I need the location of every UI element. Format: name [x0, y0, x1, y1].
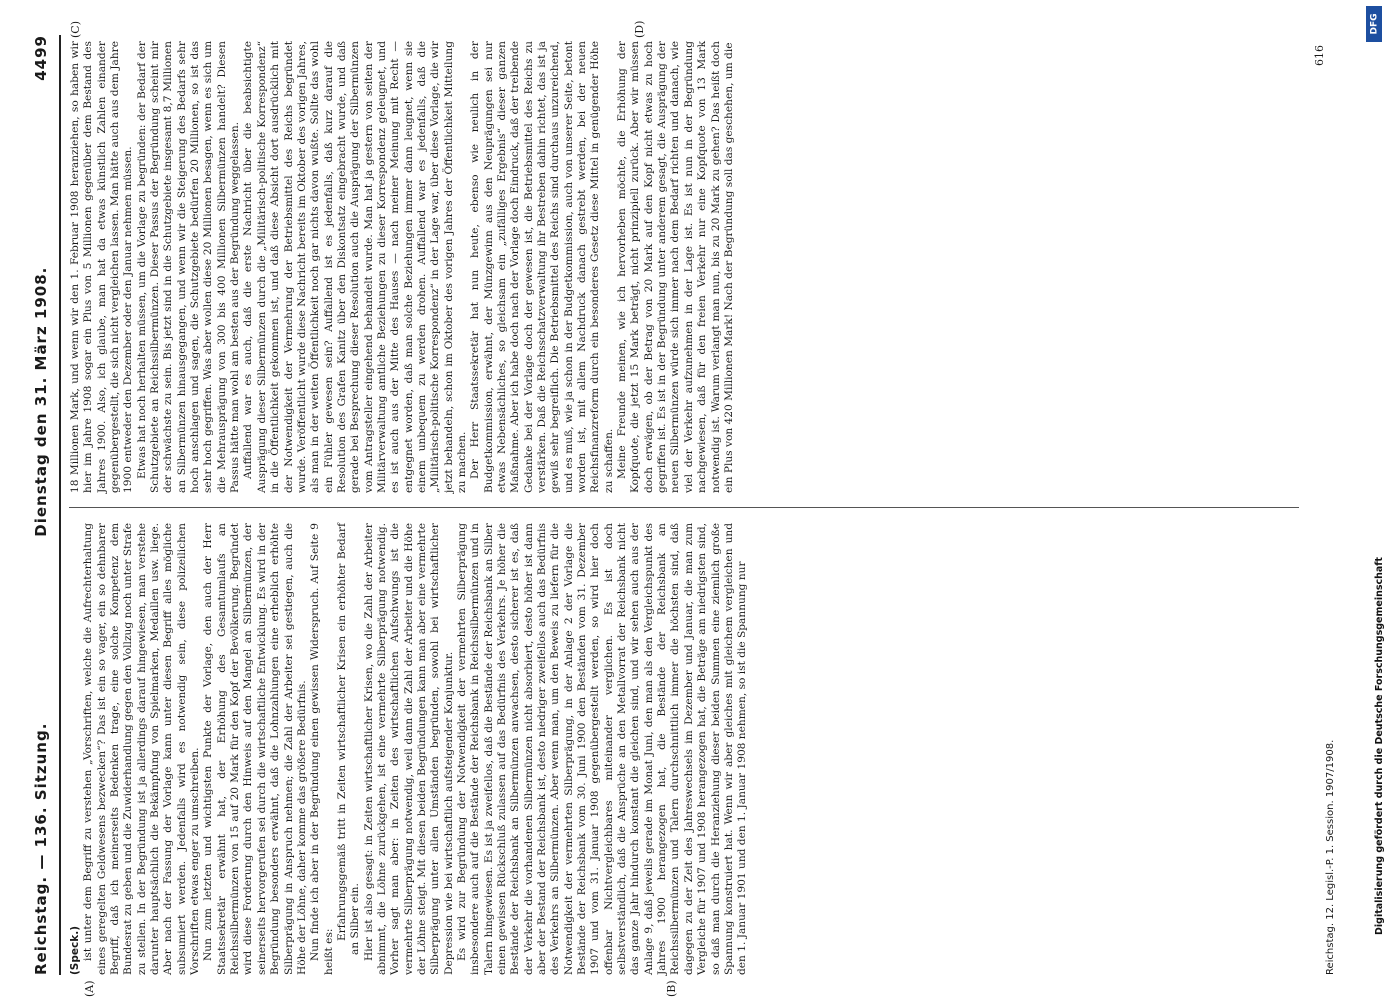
footer-left	[1325, 515, 1336, 975]
left-paragraph: Nun zum letzten und wichtigsten Punkte der Vorlage, den auch der Herr Staatssekretär erwähnt hat, der Erhöhung des Gesamtumlaufs an Reichssilbermünzen von 15 auf 20 Mark für den Kopf der Bevölkerung. Begründet wird diese Forderung durch den Hinweis auf den Mangel an Silbermünzen, der seinerseits hervorgerufen sei durch die wirtschaftliche Entwicklung. Es wird in der Begründung besonders erwähnt, daß die Lohnzahlungen eine erheblich erhöhte Silberprägung in Anspruch nehmen; die Zahl der Arbeiter sei gestiegen, auch die Höhe der Löhne, daher komme das größere Bedürfnis.	[202, 523, 308, 975]
column-divider	[69, 507, 1299, 508]
left-column	[69, 523, 1324, 975]
page-header	[25, 35, 57, 975]
right-paragraph: Etwas hat noch herhalten müssen, um die Vorlage zu begründen: der Bedarf der Schutzgebiete an Reichssilbermünzen. Dieser Passus der Begründung scheint mir der schwächste zu sein. Bis jetzt sind in die Schutzgebiete insgesamt 8,7 Millionen an Silbermünzen hinausgegangen, und wenn wir die Steigerung des Bedarfs sehr hoch anschlagen und sagen, die Schutzgebiete bedürfen 20 Millionen, so ist das sehr hoch gegriffen. Was aber wollen diese 20 Millionen besagen, wenn es sich um die Mehrausprägung von 300 bis 400 Millionen Silbermünzen handelt? Diesen Passus hätte man wohl am besten aus der Begründung weggelassen.	[135, 41, 242, 493]
left-paragraph: ist unter dem Begriff zu verstehen „Vorschriften, welche die Aufrechterhaltung eines geregelten Geldwesens bezwecken“? Das ist ein so vager, ein so dehnbarer Begriff, daß ich meinerseits Bedenken trage, eine solche Kompetenz dem Bundesrat zu geben und die Zuwiderhandlung gegen den Vollzug noch unter Strafe zu stellen. In der Begründung ist ja allerdings darauf hingewiesen, man verstehe darunter hauptsächlich die Bekämpfung von Spielmarken, Medaillen usw. liege. Aber nach der Fassung der Vorlage kann unter diesen Begriff alles mögliche subsumiert werden. Jedenfalls wird es notwendig sein, diese polizeilichen Vorschriften etwas enger zu umschreiben.	[82, 523, 202, 975]
left-paragraph: Erfahrungsgemäß tritt in Zeiten wirtschaftlicher Krisen ein erhöhter Bedarf an Silber ein.	[335, 523, 362, 955]
margin-marker-d: (D)	[633, 20, 646, 38]
header-title: Reichstag. — 136. Sitzung.	[32, 722, 50, 975]
dfg-logo	[1366, 6, 1382, 42]
footer-citation: Reichstag. 12. Legisl.-P. 1. Session. 1907/1908.	[1325, 739, 1336, 975]
left-paragraph: Nun finde ich aber in der Begründung einen gewissen Widerspruch. Auf Seite 9 heißt es:	[309, 523, 335, 975]
speaker-continuation: (Speck.)	[69, 926, 81, 975]
footer-sheet-number: 616	[1313, 45, 1326, 66]
digitization-credit: Digitalisierung gefördert durch die Deutsche Forschungsgemeinschaft	[1374, 557, 1385, 935]
header-date: Dienstag den 31. März 1908.	[32, 266, 50, 537]
margin-marker-b: (B)	[665, 980, 678, 997]
rotated-page	[25, 20, 1350, 997]
right-paragraph: Der Herr Staatssekretär hat nun heute, ebenso wie neulich in der Budgetkommission, erwähnt, der Münzgewinn aus den Neuprägungen sei nur etwas Nebensächliches, so gleichsam ein „zufälliges Ergebnis“ dieser ganzen Maßnahme. Aber ich habe doch nach der Vorlage doch Eindruck, daß der treibende Gedanke bei der Vorlage doch der gewesen ist, die Betriebsmittel des Reichs zu verstärken. Daß die Reichsschatzverwaltung ihr Bestreben dahin richtet, das ist ja gewiß sehr begreiflich. Die Betriebsmittel des Reichs sind durchaus unzureichend, und es muß, wie ja schon in der Budgetkommission, auch von unserer Seite, betont worden ist, mit allem Nachdruck danach gestrebt werden, bei der neuen Reichsfinanzreform durch ein besonderes Gesetz diese Mittel in genügender Höhe zu schaffen.	[469, 41, 615, 493]
left-paragraph: Es wird zur Begründung der Notwendigkeit der vermehrten Silberprägung insbesondere auch auf die Bestände der Reichsbank in Reichssilbermünzen und in Talern hingewiesen. Es ist ja zweifellos, daß die Bestände der Reichsbank an Silber einen gewissen Rückschluß zulassen auf das Bedürfnis des Verkehrs. Je höher die Bestände der Reichsbank an Silbermünzen anwachsen, desto sicherer ist es, daß der Verkehr die vorhandenen Silbermünzen nicht absorbiert, desto höher ist dann aber der Bestand der Reichsbank ist, desto niedriger zweifellos auch das Bedürfnis des Verkehrs an Silbermünzen. Aber wenn man, um den Beweis zu liefern für die Notwendigkeit der vermehrten Silberprägung, in der Anlage 2 der Vorlage die Bestände der Reichsbank vom 30. Juni 1900 den Beständen vom 31. Dezember 1907 und vom 31. Januar 1908 gegenübergestellt werden, so wird hier doch offenbar Nichtvergleichbares miteinander verglichen. Es ist doch selbstverständlich, daß die Ansprüche an den Metallvorrat der Reichsbank nicht das ganze Jahr hindurch konstant die gleichen sind, und wir sehen auch aus der Anlage 9, daß jeweils gerade im Monat Juni, den man als den Vergleichspunkt des Jahres 1900 herangezogen hat, die Bestände der Reichsbank an Reichssilbermünzen und Talern durchschnittlich immer die höchsten sind, daß dagegen zu der Zeit des Jahreswechsels im Dezember und Januar, die man zum Vergleiche für 1907 und 1908 herangezogen hat, die Beträge am niedrigsten sind, so daß man durch die Heranziehung dieser beiden Summen eine ziemlich große Spannung konstruiert hat. Wenn wir aber gleiches mit gleichem vergleichen und den 1. Januar 1901 und den 1. Januar 1908 nehmen, so ist die Spannung nur	[455, 523, 749, 975]
right-paragraph: Auffallend war es auch, daß die erste Nachricht über die beabsichtigte Ausprägung dieser Silbermünzen durch die „Militärisch-politische Korrespondenz“ in die Öffentlichkeit gekommen ist, und daß diese Absicht dort ausdrücklich mit der Notwendigkeit der Vermehrung der Betriebsmittel des Reichs begründet wurde. Veröffentlicht wurde diese Nachricht bereits im Oktober des vorigen Jahres, als man in der weiten Öffentlichkeit noch gar nichts davon wußte. Sollte das wohl ein Fühler gewesen sein? Auffallend ist es jedenfalls, daß kurz darauf die Resolution des Grafen Kanitz über den Diskontsatz eingebracht wurde, und daß gerade bei Besprechung dieser Resolution auch die Ausprägung der Silbermünzen vom Antragsteller eingehend behandelt wurde. Man hat ja gestern von seiten der Militärverwaltung amtliche Beziehungen zu dieser Korrespondenz geleugnet, und es ist auch aus der Mitte des Hauses — nach meiner Meinung mit Recht — entgegnet worden, daß man solche Beziehungen immer dann leugnet, wenn sie einem unbequem zu werden drohen. Auffallend war es jedenfalls, daß die „Militärisch-politische Korrespondenz“ in der Lage war, über diese Vorlage, die wir jetzt behandeln, schon im Oktober des vorigen Jahres der Öffentlichkeit Mitteilung zu machen.	[242, 41, 468, 493]
header-page-number: 4499	[32, 35, 50, 81]
margin-marker-a: (A)	[83, 980, 96, 997]
right-paragraph: Meine Freunde meinen, wie ich hervorheben möchte, die Erhöhung der Kopfquote, die jetzt 15 Mark beträgt, nicht prinzipiell zurück. Aber wir müssen doch erwägen, ob der Betrag von 20 Mark auf den Kopf nicht etwas zu hoch gegriffen ist. Es ist in der Begründung unter anderem gesagt, die Ausprägung der neuen Silbermünzen würde sich immer nach dem Bedarf richten und danach, wie viel der Verkehr aufzunehmen in der Lage ist. Es ist nun in der Begründung nachgewiesen, daß für den freien Verkehr nur eine Kopfquote von 13 Mark notwendig ist. Warum verlangt man nun, bis zu 20 Mark zu gehen? Das heißt doch ein Plus von 420 Millionen Mark! Nach der Begründung soll das geschehen, um die	[616, 41, 735, 493]
margin-marker-c: (C)	[69, 21, 82, 38]
left-paragraph: Hier ist also gesagt: in Zeiten wirtschaftlicher Krisen, wo die Zahl der Arbeiter abnimmt, die Löhne zurückgehen, ist eine vermehrte Silberprägung notwendig. Vorher sagt man aber: in Zeiten des wirtschaftlichen Aufschwungs ist die vermehrte Silberprägung notwendig, weil dann die Zahl der Arbeiter und die Höhe der Löhne steigt. Mit diesen beiden Begründungen kann man aber eine vermehrte Silberprägung unter allen Umständen begründen, sowohl bei wirtschaftlicher Depression wie bei wirtschaftlich aufsteigender Konjunktur.	[362, 523, 455, 975]
dfg-logo-text: DFG	[1369, 13, 1380, 35]
header-rule	[59, 35, 61, 975]
right-paragraph: 18 Millionen Mark, und wenn wir den 1. Februar 1908 heranziehen, so haben wir hier im Jahre 1908 sogar ein Plus von 5 Millionen gegenüber dem Bestand des Jahres 1900. Also, ich glaube, man hat da etwas künstlich Zahlen einander gegenübergestellt, die sich nicht vergleichen lassen. Man hätte auch aus dem Jahre 1900 entweder den Dezember oder den Januar nehmen müssen.	[69, 41, 135, 493]
right-column	[69, 41, 1324, 493]
